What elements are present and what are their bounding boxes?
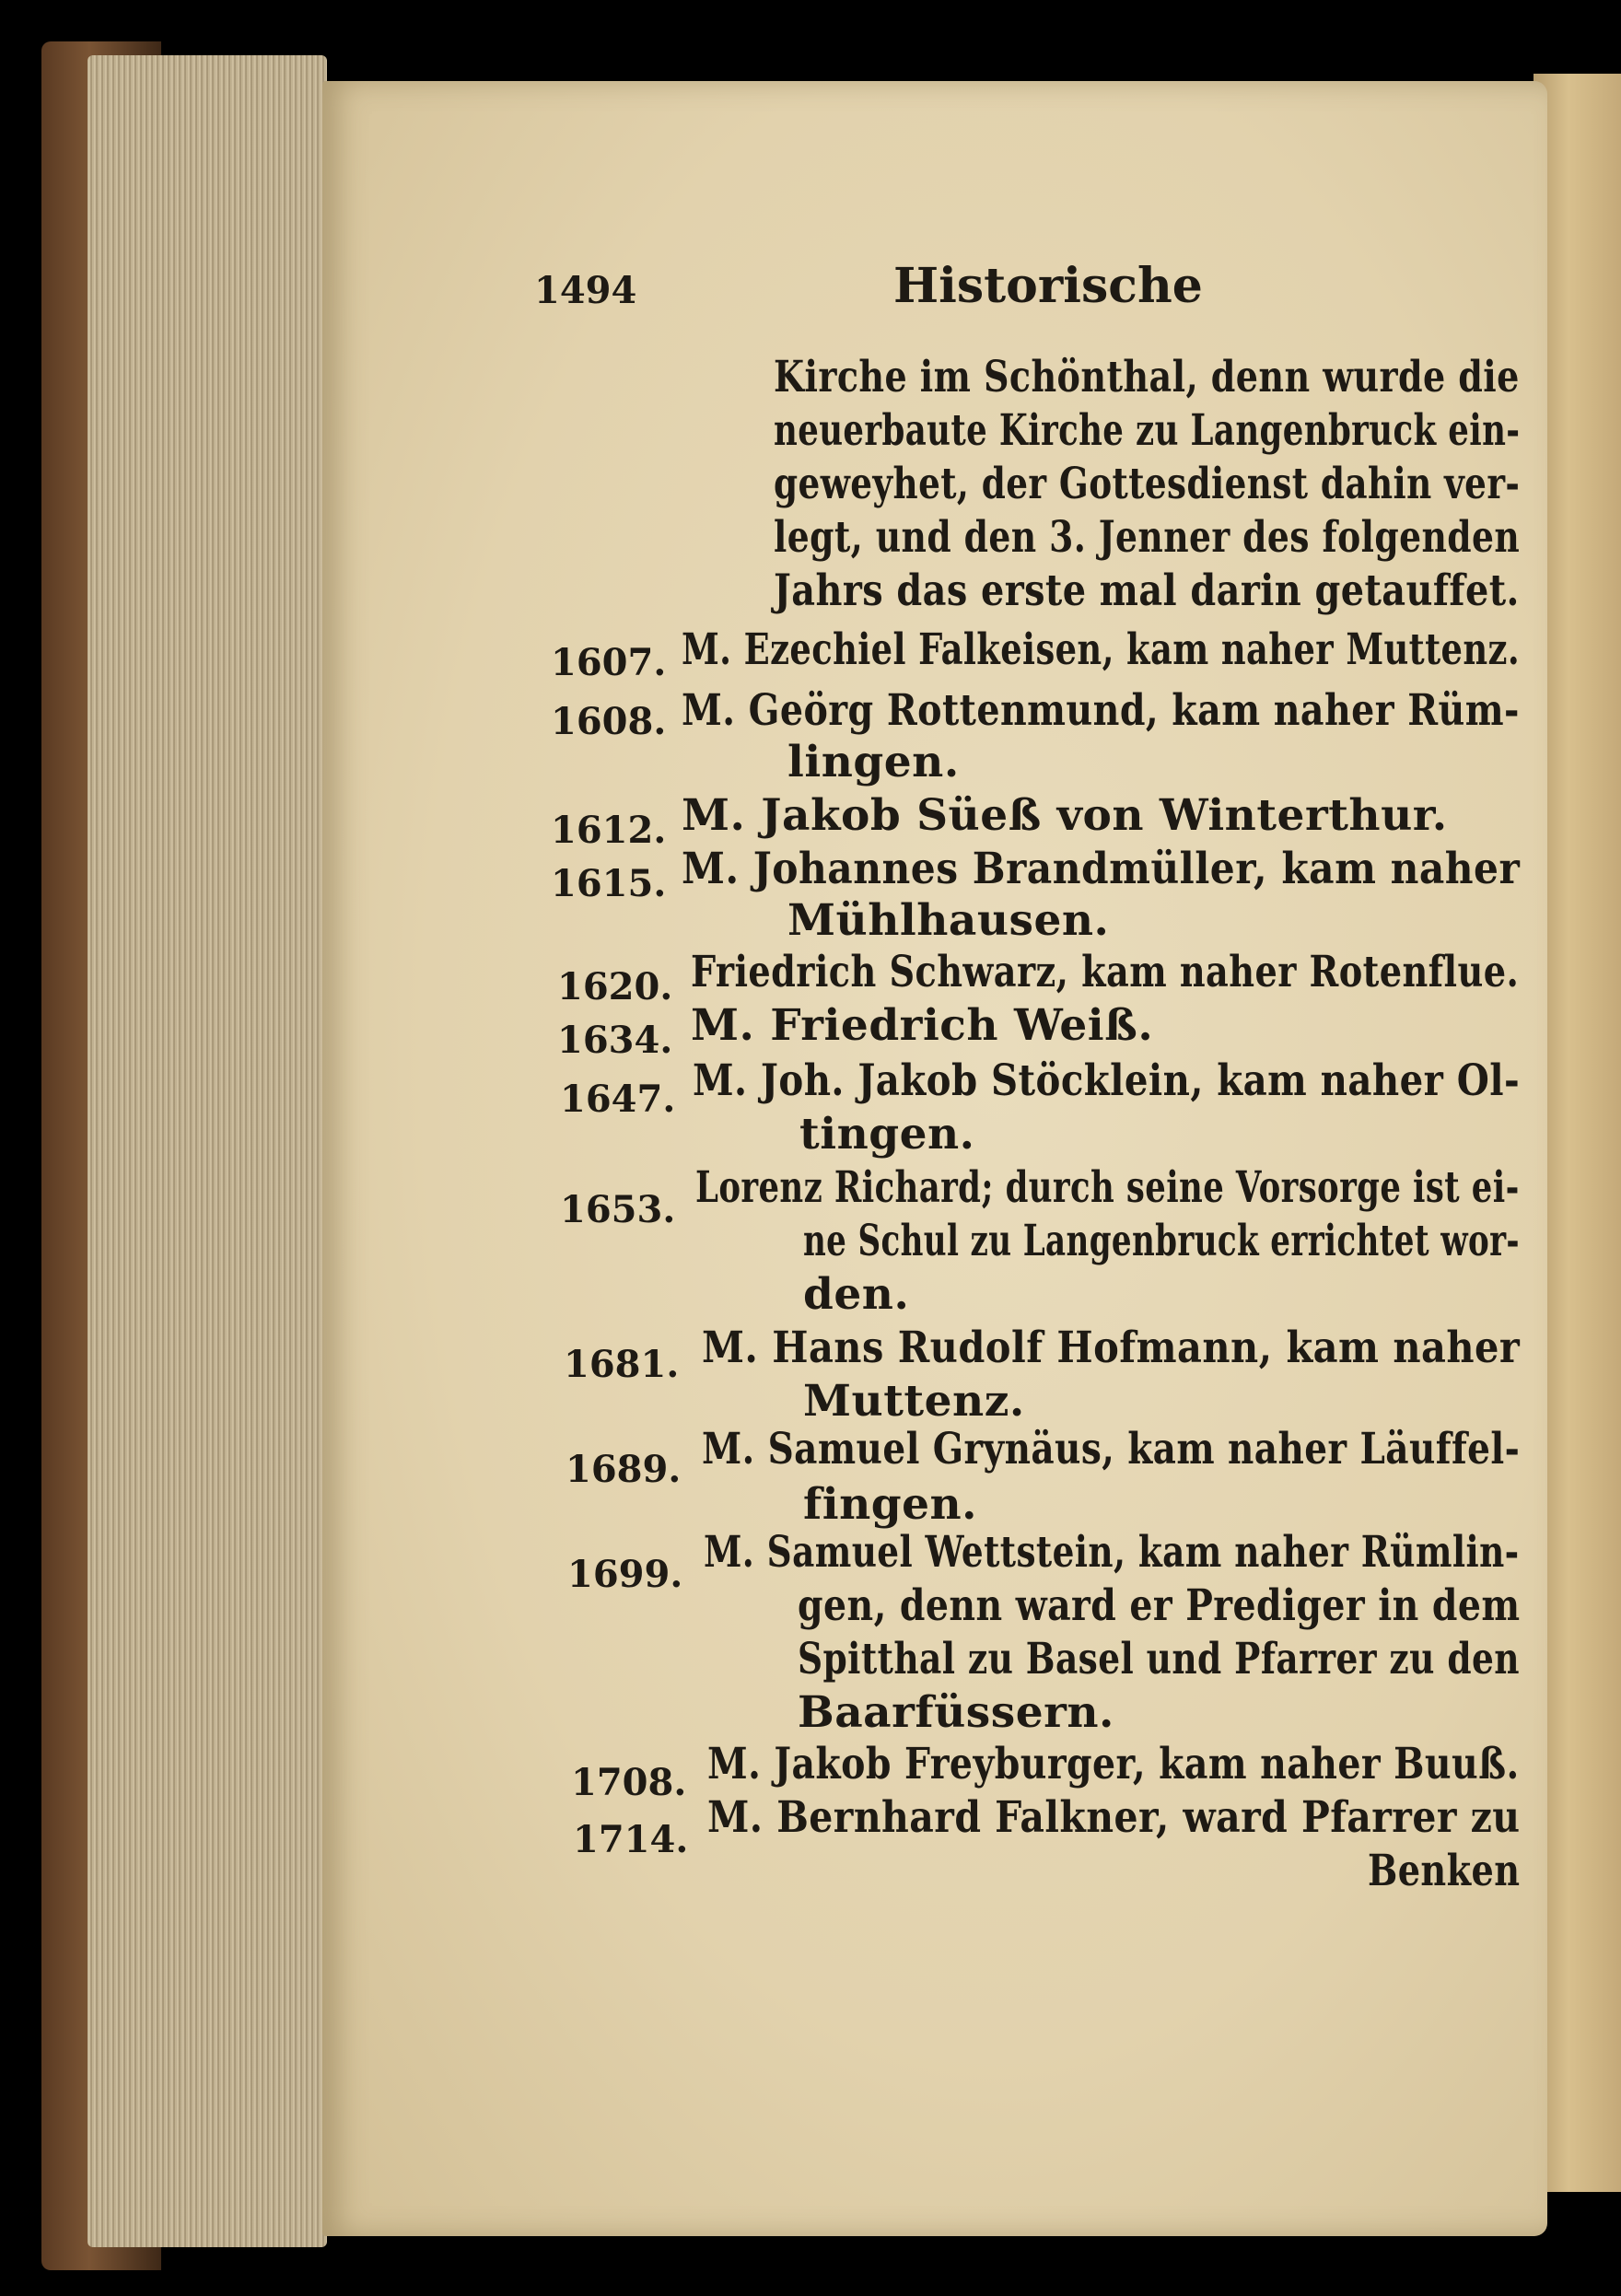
entry-line: M. Samuel Wettstein, kam naher Rümlin-: [704, 1527, 1520, 1578]
entry-line: Mühlhausen.: [787, 895, 1110, 946]
entry-line: Muttenz.: [803, 1376, 1025, 1427]
continuation-line: geweyhet, der Gottesdienst dahin ver-: [774, 459, 1521, 509]
continuation-line: legt, und den 3. Jenner des folgenden: [774, 512, 1521, 563]
entry-line: M. Samuel Grynäus, kam naher Läuffel-: [702, 1424, 1521, 1474]
running-head: Historische: [893, 258, 1203, 314]
entry-year: 1620.: [557, 965, 673, 1008]
entry-line: M. Friedrich Weiß.: [691, 1000, 1154, 1051]
entry-line: ne Schul zu Langenbruck errichtet wor-: [803, 1216, 1520, 1266]
entry-line: den.: [803, 1269, 910, 1320]
entry-year: 1699.: [567, 1553, 683, 1596]
catchword: Benken: [1368, 1846, 1521, 1896]
entry-year: 1647.: [560, 1078, 676, 1121]
entry-year: 1607.: [551, 641, 667, 684]
entry-line: tingen.: [799, 1109, 975, 1160]
entry-line: fingen.: [803, 1479, 978, 1530]
entry-line: Baarfüssern.: [798, 1687, 1114, 1738]
entry-year: 1689.: [566, 1448, 682, 1491]
entry-line: gen, denn ward er Prediger in dem: [798, 1580, 1521, 1631]
entry-line: M. Jakob Freyburger, kam naher Buuß.: [707, 1739, 1520, 1789]
entry-line: M. Geörg Rottenmund, kam naher Rüm-: [682, 685, 1520, 736]
continuation-line: Jahrs das erste mal darin getauffet.: [774, 565, 1520, 616]
entry-line: lingen.: [787, 737, 960, 787]
page-edges: [87, 55, 327, 2247]
entry-year: 1681.: [564, 1343, 680, 1386]
entry-line: Spitthal zu Basel und Pfarrer zu den: [798, 1634, 1520, 1684]
entry-line: M. Joh. Jakob Stöcklein, kam naher Ol-: [693, 1055, 1521, 1106]
entry-line: Lorenz Richard; durch seine Vorsorge ist ei-: [695, 1162, 1520, 1213]
entry-line: M. Jakob Süeß von Winterthur.: [682, 790, 1448, 841]
entry-year: 1653.: [560, 1188, 676, 1231]
entry-line: M. Ezechiel Falkeisen, kam naher Muttenz.: [682, 624, 1521, 675]
entry-line: M. Johannes Brandmüller, kam naher: [682, 844, 1521, 894]
page-number: 1494: [534, 269, 637, 312]
entry-year: 1615.: [551, 862, 667, 905]
entry-year: 1714.: [573, 1818, 689, 1861]
continuation-line: Kirche im Schönthal, denn wurde die: [774, 352, 1520, 402]
entry-line: M. Bernhard Falkner, ward Pfarrer zu: [707, 1792, 1521, 1843]
entry-year: 1612.: [551, 809, 667, 852]
entry-line: Friedrich Schwarz, kam naher Rotenflue.: [691, 947, 1520, 997]
entry-line: M. Hans Rudolf Hofmann, kam naher: [702, 1323, 1521, 1373]
continuation-line: neuerbaute Kirche zu Langenbruck ein-: [774, 405, 1521, 456]
entry-year: 1634.: [557, 1019, 673, 1062]
entry-year: 1708.: [571, 1761, 687, 1804]
entry-year: 1608.: [551, 700, 667, 743]
